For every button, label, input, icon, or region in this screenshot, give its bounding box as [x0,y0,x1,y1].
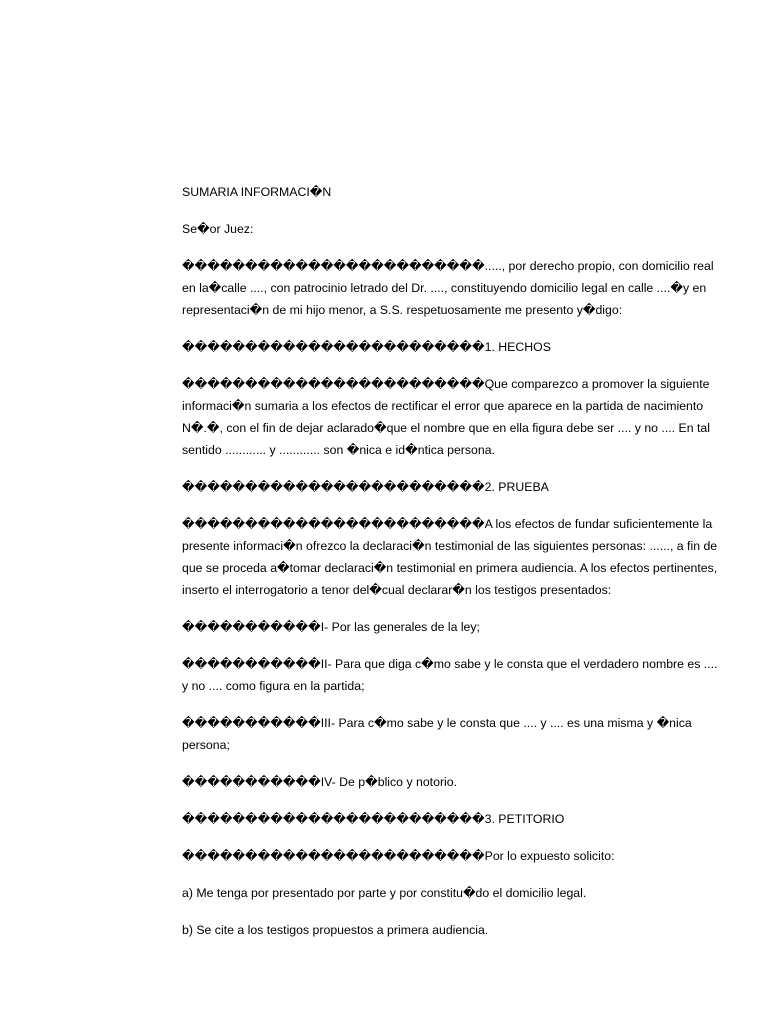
request-a: a) Me tenga por presentado por parte y por constitu�do el domicilio legal. [182,886,587,900]
interrogatory-item-3: �����������III- Para c�mo sabe y le consta que .... y .... es una misma y �nica persona; [182,716,692,752]
prueba-paragraph: ������������������������A los efectos de fundar suficientemente la presente informaci�n ofrezco la declaraci�n testimonial de las siguientes personas: ......, a fin de que se proceda a�tomar declaraci�n testimonial en primera audiencia. A los efectos pertinentes, inserto el interrogatorio a tenor del�cual declarar�n los testigos presentados: [182,517,718,597]
request-b: b) Se cite a los testigos propuestos a primera audiencia. [182,923,489,937]
hechos-paragraph: ������������������������Que comparezco a promover la siguiente informaci�n sumaria a los efectos de rectificar el error que aparece en la partida de nacimiento N�.�, con el fin de dejar aclarado�que el nombre que en ella figura debe ser .... y no .... En tal sentido ............ y ............ son �nica e id�ntica persona. [182,377,710,457]
document-body [182,181,722,956]
interrogatory-item-4: �����������IV- De p�blico y notorio. [182,775,458,789]
section-heading-prueba: ������������������������2. PRUEBA [182,480,549,494]
intro-paragraph: ������������������������....., por derecho propio, con domicilio real en la�calle ...., con patrocinio letrado del Dr. ...., constituyendo domicilio legal en calle ....�y en representaci�n de mi hijo menor, a S.S. respetuosamente me presento y�digo: [182,259,714,317]
document-title: SUMARIA INFORMACI�N [182,185,332,199]
section-heading-petitorio: ������������������������3. PETITORIO [182,812,565,826]
interrogatory-item-1: �����������I- Por las generales de la ley; [182,620,480,634]
section-heading-hechos: ������������������������1. HECHOS [182,340,551,354]
salutation: Se�or Juez: [182,222,254,236]
petitorio-intro: ������������������������Por lo expuesto solicito: [182,849,615,863]
interrogatory-item-2: �����������II- Para que diga c�mo sabe y le consta que el verdadero nombre es .... y no .... como figura en la partida; [182,657,718,693]
